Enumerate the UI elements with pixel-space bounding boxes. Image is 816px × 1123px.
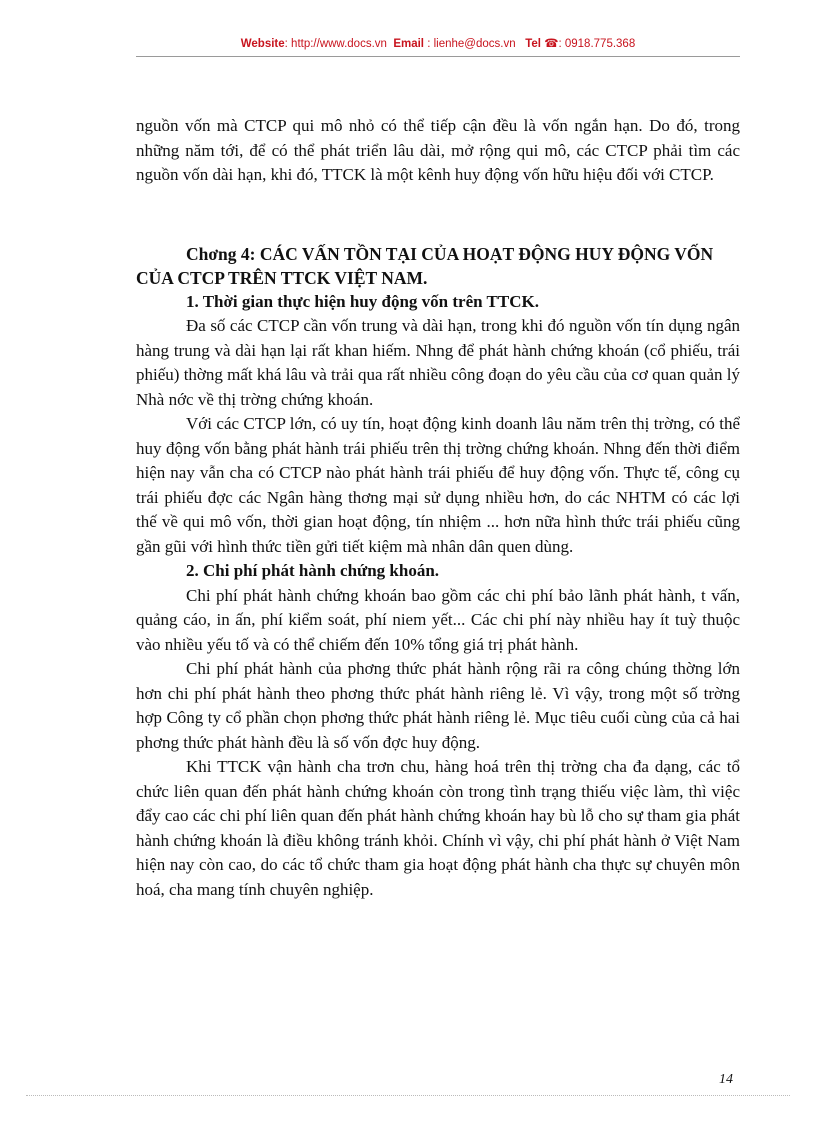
paragraph: Chi phí phát hành chứng khoán bao gồm các chi phí bảo lãnh phát hành, t vấn, quảng cáo, in ấn, phí kiểm soát, phí niem yết... Các chi phí này nhiều hay ít tuỳ thuộc vào nhiều yếu tố và có thể chiếm đến 10% tổng giá trị phát hành. (136, 585, 740, 654)
page-header (136, 36, 740, 50)
tel-value: : 0918.775.368 (558, 38, 636, 50)
paragraph: Khi TTCK vận hành cha trơn chu, hàng hoá trên thị trờng cha đa dạng, các tổ chức liên quan đến phát hành chứng khoán còn trong tình trạng thiếu việc làm, thì việc đẩy cao các chi phí liên quan đến phát hành chứng khoán hay bù lỗ cho sự tham gia phát hành chứng khoán là điều không tránh khỏi. Chính vì vậy, chi phí phát hành ở Việt Nam hiện nay còn cao, do các tổ chức tham gia hoạt động phát hành cha thực sự chuyên môn hoá, cha mang tính chuyên nghiệp. (136, 757, 740, 899)
chapter-heading (136, 242, 740, 290)
section-heading-2: 2. Chi phí phát hành chứng khoán. (186, 561, 440, 580)
chapter-title: CÁC VẤN TỒN TẠI CỦA HOẠT ĐỘNG HUY ĐỘNG VỐN CỦA CTCP TRÊN TTCK VIỆT NAM. (136, 243, 714, 288)
page-bottom-divider (26, 1095, 790, 1096)
email-value[interactable]: : lienhe@docs.vn (427, 38, 516, 50)
header-divider (136, 56, 740, 57)
email-label: Email (393, 38, 424, 50)
section-heading-1: 1. Thời gian thực hiện huy động vốn trên TTCK. (186, 291, 539, 311)
tel-label: Tel (525, 38, 541, 50)
website-label: Website (240, 38, 285, 50)
phone-icon: ☎ (544, 38, 559, 50)
paragraph: Chi phí phát hành của phơng thức phát hành rộng rãi ra công chúng thờng lớn hơn chi phí phát hành theo phơng thức phát hành riêng lẻ. Vì vậy, trong một số trờng hợp Công ty cổ phần chọn phơng thức phát hành riêng lẻ. Mục tiêu cuối cùng của cả hai phơng thức phát hành đều là số vốn đợc huy động. (136, 659, 740, 752)
chapter-label: Chơng 4: (186, 243, 256, 264)
website-value[interactable]: : http://www.docs.vn (284, 38, 387, 50)
page-number: 14 (719, 1072, 733, 1087)
page-content (136, 114, 740, 902)
paragraph: Với các CTCP lớn, có uy tín, hoạt động kinh doanh lâu năm trên thị trờng, có thể huy động vốn bằng phát hành trái phiếu trên thị trờng chứng khoán. Nhng đến thời điểm hiện nay vẫn cha có CTCP nào phát hành trái phiếu để huy động vốn. Thực tế, công cụ trái phiếu đợc các Ngân hàng thơng mại sử dụng nhiều hơn, do các NHTM có các lợi thế về qui mô vốn, thời gian hoạt động, tín nhiệm ... hơn nữa hình thức trái phiếu cũng gần gũi với hình thức tiền gửi tiết kiệm mà nhân dân quen dùng. (136, 414, 740, 556)
intro-paragraph: nguồn vốn mà CTCP qui mô nhỏ có thể tiếp cận đều là vốn ngắn hạn. Do đó, trong những năm tới, để có thể phát triển lâu dài, mở rộng qui mô, các CTCP phải tìm các nguồn vốn dài hạn, khi đó, TTCK là một kênh huy động vốn hữu hiệu đối với CTCP. (136, 116, 740, 184)
paragraph: Đa số các CTCP cần vốn trung và dài hạn, trong khi đó nguồn vốn tín dụng ngân hàng trung và dài hạn lại rất khan hiếm. Nhng để phát hành chứng khoán (cổ phiếu, trái phiếu) thờng mất khá lâu và trải qua rất nhiều công đoạn do yêu cầu của cơ quan quản lý Nhà nớc về thị trờng chứng khoán. (136, 316, 740, 409)
